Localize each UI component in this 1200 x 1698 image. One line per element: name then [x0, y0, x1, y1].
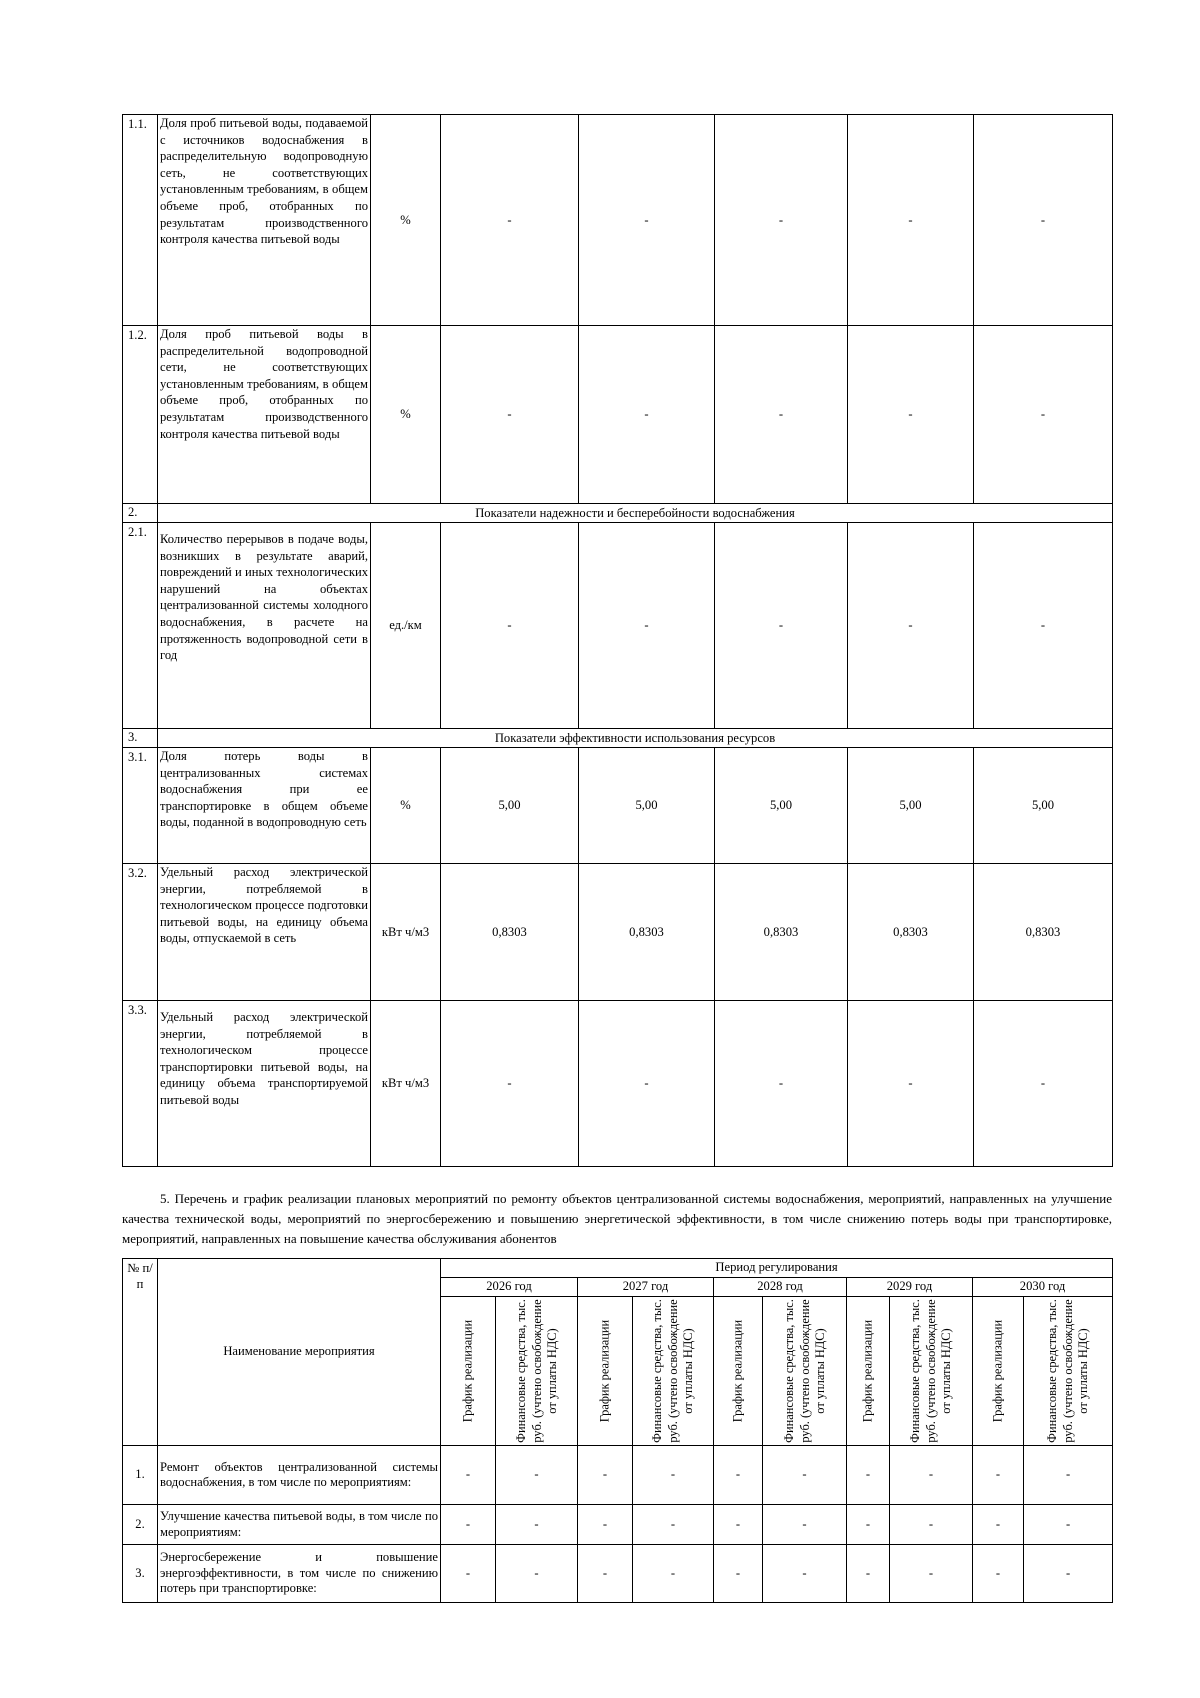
value-cell: -: [441, 1446, 496, 1505]
value-cell: 5,00: [974, 748, 1113, 864]
measure-number: 1.: [123, 1446, 158, 1505]
header-finance: Финансовые средства, тыс. руб. (учтено освобождение от уплаты НДС): [763, 1297, 847, 1446]
section-row: [123, 504, 1113, 523]
value-cell: -: [441, 523, 579, 729]
header-schedule: График реализации: [847, 1297, 890, 1446]
indicator-unit: кВт ч/м3: [371, 864, 441, 1001]
value-cell: 0,8303: [441, 864, 579, 1001]
indicator-unit: ед./км: [371, 523, 441, 729]
indicator-name: Удельный расход электрической энергии, потребляемой в технологическом процессе транспортировки питьевой воды, на единицу объема транспортируемой питьевой воды: [158, 1001, 371, 1167]
value-cell: -: [848, 326, 974, 504]
header-finance: Финансовые средства, тыс. руб. (учтено освобождение от уплаты НДС): [633, 1297, 714, 1446]
indicator-unit: кВт ч/м3: [371, 1001, 441, 1167]
value-cell: -: [973, 1545, 1024, 1603]
value-cell: -: [847, 1505, 890, 1545]
value-cell: -: [890, 1505, 973, 1545]
value-cell: -: [633, 1545, 714, 1603]
value-cell: -: [579, 115, 715, 326]
value-cell: -: [714, 1505, 763, 1545]
value-cell: -: [578, 1505, 633, 1545]
value-cell: -: [715, 1001, 848, 1167]
value-cell: -: [715, 115, 848, 326]
measure-number: 2.: [123, 1505, 158, 1545]
row-number: 1.2.: [123, 326, 158, 504]
measure-row: [123, 1505, 1113, 1545]
value-cell: -: [579, 326, 715, 504]
value-cell: 0,8303: [715, 864, 848, 1001]
indicator-row: [123, 748, 1113, 864]
value-cell: 0,8303: [579, 864, 715, 1001]
section-title: Показатели эффективности использования ресурсов: [158, 729, 1113, 748]
indicator-row: [123, 326, 1113, 504]
value-cell: -: [890, 1545, 973, 1603]
section-number: 3.: [123, 729, 158, 748]
value-cell: -: [973, 1505, 1024, 1545]
indicator-row: [123, 115, 1113, 326]
value-cell: -: [890, 1446, 973, 1505]
value-cell: -: [633, 1505, 714, 1545]
value-cell: -: [1024, 1446, 1113, 1505]
header-schedule: График реализации: [714, 1297, 763, 1446]
header-finance: Финансовые средства, тыс. руб. (учтено освобождение от уплаты НДС): [890, 1297, 973, 1446]
value-cell: -: [1024, 1545, 1113, 1603]
section-5-heading: 5. Перечень и график реализации плановых мероприятий по ремонту объектов централизованной системы водоснабжения, мероприятий, направленных на улучшение качества технической воды, мероприятий по энергосбережению и повышению энергетической эффективности, в том числе снижению потерь воды при транспортировке, мероприятий, направленных на повышение качества обслуживания абонентов: [122, 1191, 1112, 1246]
indicator-name: Доля проб питьевой воды, подаваемой с источников водоснабжения в распределительную водопроводную сеть, не соответствующих установленным требованиям, в общем объеме проб, отобранных по результатам производственного контроля качества питьевой воды: [158, 115, 371, 326]
measure-row: [123, 1545, 1113, 1603]
value-cell: -: [974, 326, 1113, 504]
value-cell: -: [974, 1001, 1113, 1167]
header-year: 2026 год: [441, 1278, 578, 1297]
value-cell: -: [1024, 1505, 1113, 1545]
header-finance: Финансовые средства, тыс. руб. (учтено освобождение от уплаты НДС): [1024, 1297, 1113, 1446]
value-cell: -: [579, 1001, 715, 1167]
indicator-name: Удельный расход электрической энергии, потребляемой в технологическом процессе подготовки питьевой воды, на единицу объема воды, отпускаемой в сеть: [158, 864, 371, 1001]
value-cell: -: [633, 1446, 714, 1505]
value-cell: -: [496, 1446, 578, 1505]
row-number: 3.3.: [123, 1001, 158, 1167]
value-cell: -: [579, 523, 715, 729]
value-cell: -: [578, 1446, 633, 1505]
header-year: 2029 год: [847, 1278, 973, 1297]
value-cell: -: [973, 1446, 1024, 1505]
header-finance: Финансовые средства, тыс. руб. (учтено освобождение от уплаты НДС): [496, 1297, 578, 1446]
value-cell: 5,00: [848, 748, 974, 864]
header-period: Период регулирования: [441, 1259, 1113, 1278]
value-cell: -: [441, 1505, 496, 1545]
indicator-unit: %: [371, 115, 441, 326]
value-cell: -: [763, 1446, 847, 1505]
value-cell: -: [441, 115, 579, 326]
value-cell: -: [441, 1545, 496, 1603]
header-year: 2030 год: [973, 1278, 1113, 1297]
value-cell: 0,8303: [848, 864, 974, 1001]
value-cell: -: [715, 523, 848, 729]
value-cell: -: [848, 1001, 974, 1167]
indicator-name: Количество перерывов в подаче воды, возникших в результате аварий, повреждений и иных технологических нарушений на объектах централизованной системы холодного водоснабжения, в расчете на протяженность водопроводной сети в год: [158, 523, 371, 729]
value-cell: 5,00: [715, 748, 848, 864]
value-cell: -: [847, 1446, 890, 1505]
header-number: № п/п: [123, 1259, 158, 1446]
value-cell: -: [974, 115, 1113, 326]
value-cell: -: [714, 1446, 763, 1505]
indicator-row: [123, 864, 1113, 1001]
indicators-table: [122, 114, 1113, 1167]
value-cell: -: [763, 1505, 847, 1545]
measure-name: Ремонт объектов централизованной системы водоснабжения, в том числе по мероприятиям:: [158, 1446, 441, 1505]
header-year: 2028 год: [714, 1278, 847, 1297]
value-cell: 5,00: [441, 748, 579, 864]
measures-table: [122, 1258, 1113, 1603]
row-number: 3.1.: [123, 748, 158, 864]
row-number: 2.1.: [123, 523, 158, 729]
value-cell: -: [763, 1545, 847, 1603]
indicator-row: [123, 1001, 1113, 1167]
indicator-unit: %: [371, 748, 441, 864]
value-cell: 0,8303: [974, 864, 1113, 1001]
value-cell: -: [496, 1505, 578, 1545]
value-cell: -: [974, 523, 1113, 729]
value-cell: -: [441, 1001, 579, 1167]
value-cell: -: [848, 523, 974, 729]
measure-row: [123, 1446, 1113, 1505]
indicator-row: [123, 523, 1113, 729]
row-number: 1.1.: [123, 115, 158, 326]
header-schedule: График реализации: [578, 1297, 633, 1446]
section-row: [123, 729, 1113, 748]
measure-name: Улучшение качества питьевой воды, в том числе по мероприятиям:: [158, 1505, 441, 1545]
indicator-unit: %: [371, 326, 441, 504]
value-cell: -: [847, 1545, 890, 1603]
value-cell: -: [848, 115, 974, 326]
section-title: Показатели надежности и бесперебойности водоснабжения: [158, 504, 1113, 523]
header-year: 2027 год: [578, 1278, 714, 1297]
header-schedule: График реализации: [441, 1297, 496, 1446]
header-measure-name: Наименование мероприятия: [158, 1259, 441, 1446]
indicator-name: Доля потерь воды в централизованных системах водоснабжения при ее транспортировке в общем объеме воды, поданной в водопроводную сеть: [158, 748, 371, 864]
value-cell: -: [715, 326, 848, 504]
row-number: 3.2.: [123, 864, 158, 1001]
value-cell: -: [578, 1545, 633, 1603]
value-cell: -: [441, 326, 579, 504]
measure-name: Энергосбережение и повышение энергоэффективности, в том числе по снижению потерь при транспортировке:: [158, 1545, 441, 1603]
value-cell: -: [496, 1545, 578, 1603]
measure-number: 3.: [123, 1545, 158, 1603]
header-schedule: График реализации: [973, 1297, 1024, 1446]
section-number: 2.: [123, 504, 158, 523]
value-cell: -: [714, 1545, 763, 1603]
indicator-name: Доля проб питьевой воды в распределительной водопроводной сети, не соответствующих установленным требованиям, в общем объеме проб, отобранных по результатам производственного контроля качества питьевой воды: [158, 326, 371, 504]
value-cell: 5,00: [579, 748, 715, 864]
